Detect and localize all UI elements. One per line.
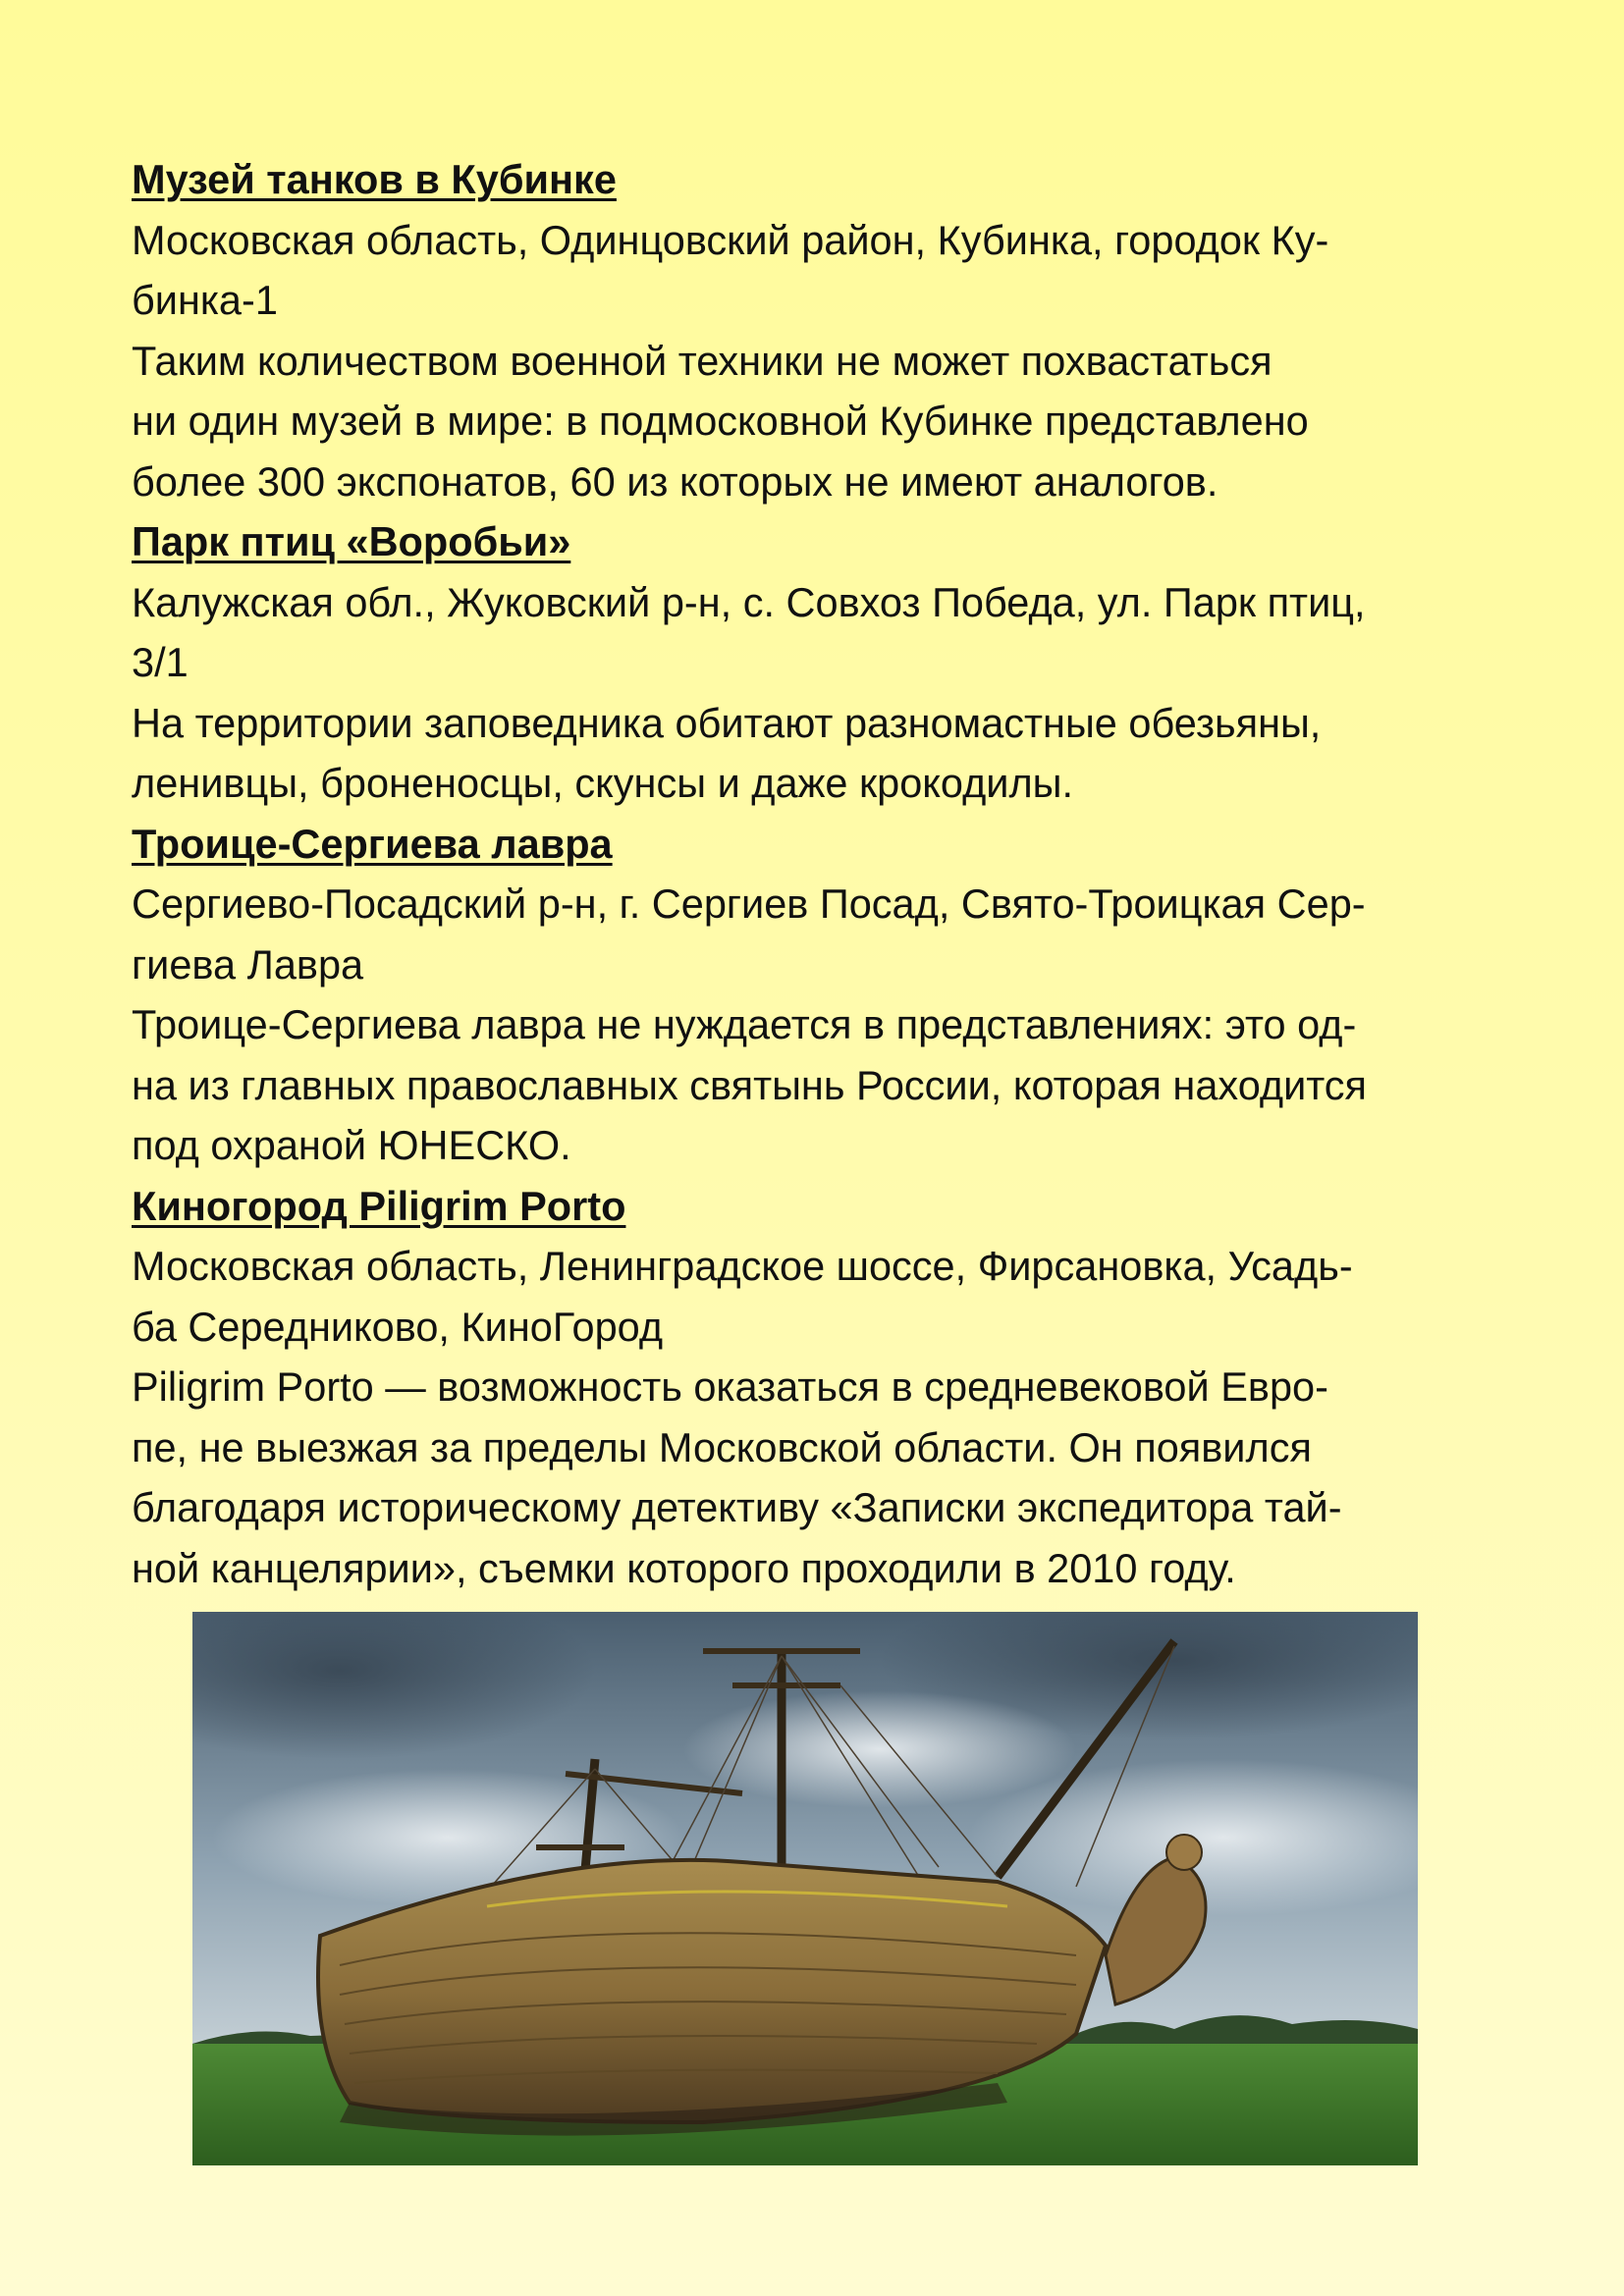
text-line: На территории заповедника обитают разномастные обезьяны, [132,699,1322,746]
ship-photo-illustration [192,1612,1418,2165]
section-lavra [132,814,1496,1176]
section-kubinka [132,149,1496,511]
wooden-ship-photo [192,1612,1418,2165]
text-line: Piligrim Porto — возможность оказаться в средневековой Евро- [132,1363,1328,1410]
text-line: Московская область, Одинцовский район, Кубинка, городок Ку- [132,216,1329,263]
document-text [132,149,1496,1598]
text-line: Таким количеством военной техники не может похвастаться [132,337,1272,384]
section-title: Киногород Piligrim Porto [132,1182,626,1229]
text-line: более 300 экспонатов, 60 из которых не имеют аналогов. [132,457,1218,505]
text-line: пе, не выезжая за пределы Московской области. Он появился [132,1423,1312,1470]
text-line: гиева Лавра [132,940,364,988]
text-line: ни один музей в мире: в подмосковной Кубинке представлено [132,398,1309,444]
text-line: ленивцы, броненосцы, скунсы и даже крокодилы. [132,760,1074,806]
text-line: ба Середниково, КиноГород [132,1303,664,1350]
text-line: бинка-1 [132,277,278,323]
text-line: Сергиево-Посадский р-н, г. Сергиев Посад, Свято-Троицкая Сер- [132,881,1366,927]
text-line: Калужская обл., Жуковский р-н, с. Совхоз Победа, ул. Парк птиц, [132,578,1366,625]
section-title: Музей танков в Кубинке [132,156,617,202]
text-line: ной канцелярии», съемки которого проходили в 2010 году. [132,1544,1236,1591]
text-line: благодаря историческому детективу «Записки экспедитора тай- [132,1484,1342,1530]
section-kinogorod [132,1176,1496,1599]
section-title: Троице-Сергиева лавра [132,820,613,867]
section-vorobyi [132,511,1496,814]
text-line: Троице-Сергиева лавра не нуждается в представлениях: это од- [132,1001,1357,1047]
figurehead-head [1166,1835,1202,1870]
text-line: на из главных православных святынь России, которая находится [132,1061,1368,1108]
text-line: Московская область, Ленинградское шоссе, Фирсановка, Усадь- [132,1243,1353,1289]
text-line: под охраной ЮНЕСКО. [132,1122,571,1168]
text-line: 3/1 [132,639,189,685]
section-title: Парк птиц «Воробьи» [132,518,571,564]
